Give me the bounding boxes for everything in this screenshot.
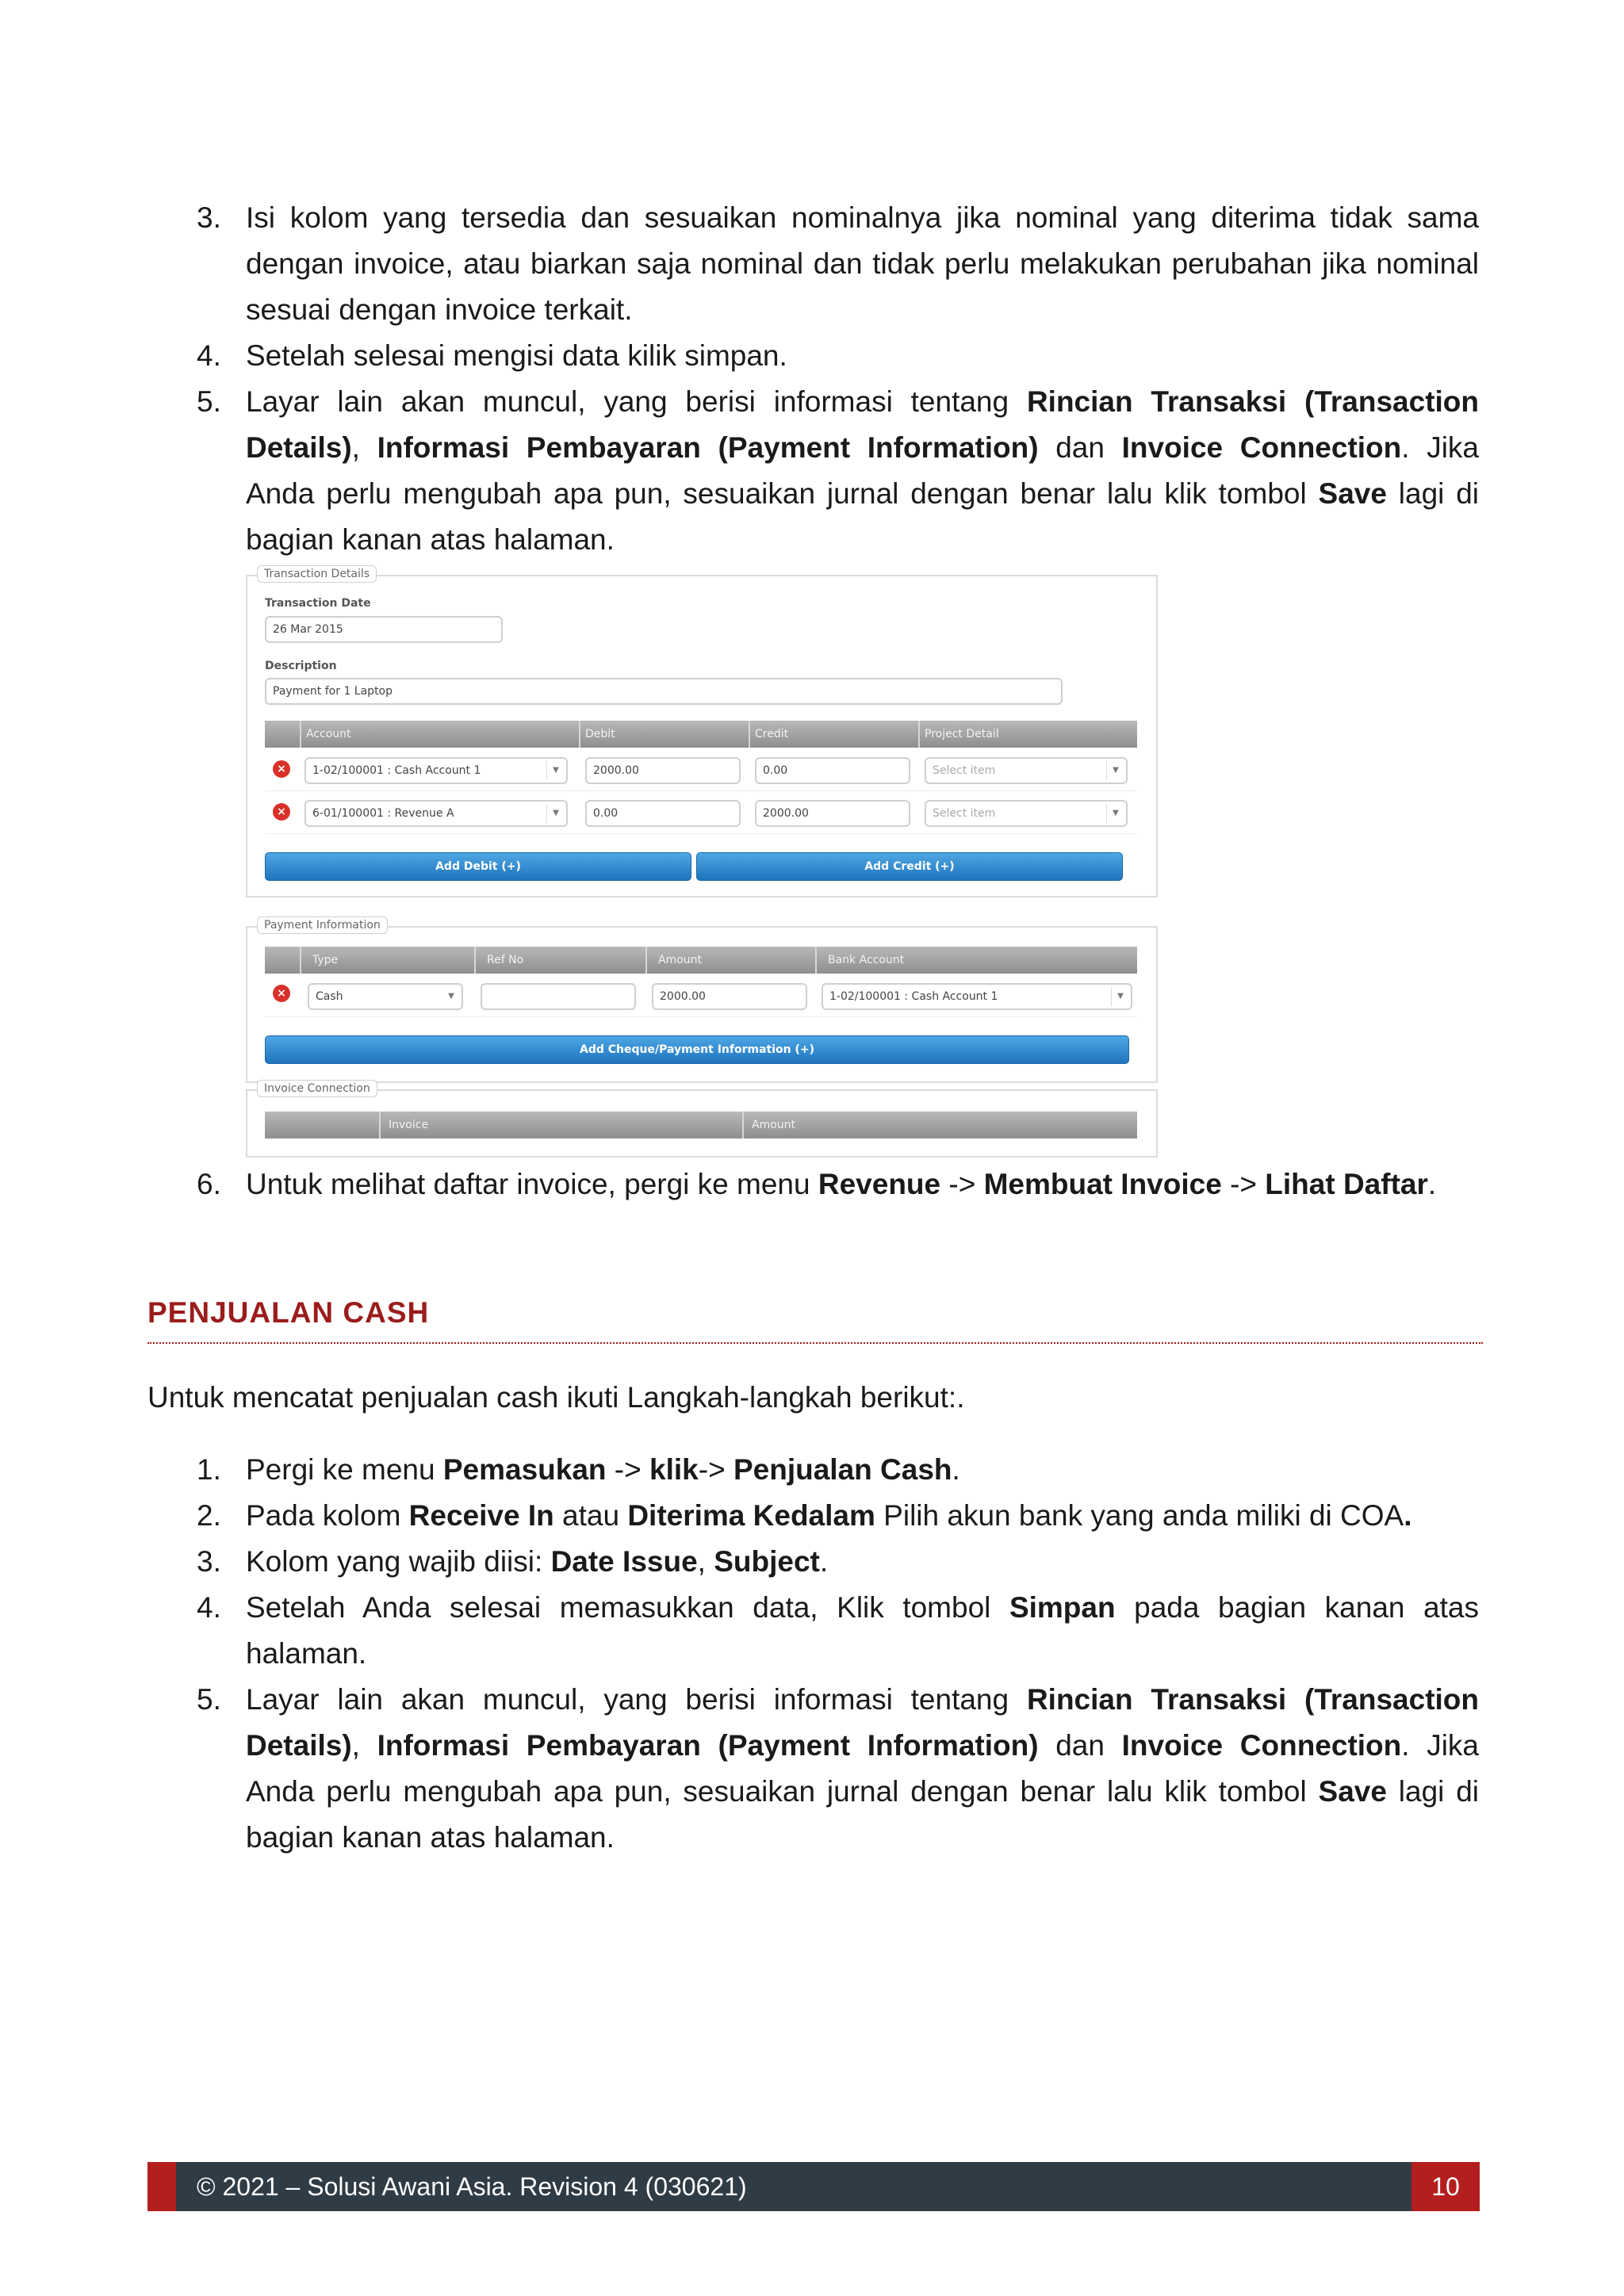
page-footer: [147, 2162, 1480, 2211]
bold-text: Pemasukan: [442, 1453, 607, 1486]
project-detail-select[interactable]: [925, 757, 1128, 784]
list-text: Setelah Anda selesai memasukkan data, Klik tombol: [246, 1591, 1009, 1624]
list-item: [197, 1161, 1479, 1207]
account-value: 1-02/100001 : Cash Account 1: [312, 764, 481, 777]
list-number: 4.: [197, 1591, 221, 1624]
list-item: [197, 1493, 1479, 1539]
invoice-connection-legend: Invoice Connection: [257, 1080, 377, 1097]
column-header-account: Account: [306, 728, 351, 740]
payment-information-panel: [246, 919, 1158, 1083]
bold-text: Rincian Transaksi (Transaction Details): [246, 1683, 1479, 1762]
transaction-details-panel: [246, 568, 1158, 897]
list-number: 2.: [197, 1499, 221, 1532]
list-number: 5.: [197, 1683, 221, 1716]
list-item: [197, 1539, 1479, 1585]
project-detail-select[interactable]: [925, 800, 1128, 827]
bold-text: Membuat Invoice: [983, 1168, 1222, 1200]
invoice-table-header: [265, 1112, 1137, 1138]
account-select[interactable]: [304, 800, 568, 827]
chevron-down-icon: ▼: [546, 761, 565, 780]
column-header-invoice: Invoice: [389, 1119, 429, 1131]
bold-text: Informasi Pembayaran (Payment Information): [377, 431, 1039, 464]
list-text: . Jika Anda perlu mengubah apa pun, sesuaikan jurnal dengan benar lalu klik tombol: [246, 431, 1480, 510]
instruction-list-cash: [197, 1447, 1480, 1861]
list-text: Pada kolom: [246, 1499, 409, 1532]
bank-account-select[interactable]: [822, 983, 1132, 1010]
section-heading: PENJUALAN CASH: [147, 1296, 430, 1329]
list-number: 3.: [197, 201, 221, 234]
bold-text: Invoice Connection: [1121, 431, 1402, 464]
add-credit-button[interactable]: Add Credit (+): [696, 852, 1123, 881]
invoice-connection-panel: [246, 1082, 1158, 1158]
list-item: [197, 1677, 1480, 1861]
column-header-amount: Amount: [658, 954, 703, 966]
ref-no-input[interactable]: [481, 983, 636, 1010]
payment-table-header: [265, 947, 1137, 974]
footer-accent: [147, 2162, 176, 2211]
list-text: Isi kolom yang tersedia dan sesuaikan nominalnya jika nominal yang diterima tidak sama dengan invoice, atau biarkan saja nominal dan tidak perlu melakukan perubahan jika nominal sesuai dengan invoice terkait.: [246, 201, 1479, 326]
payment-type-select[interactable]: [308, 983, 463, 1010]
instruction-list-top: [197, 195, 1480, 563]
list-item: [197, 1585, 1479, 1677]
list-text: pada bagian kanan atas halaman.: [246, 1591, 1479, 1670]
debit-input[interactable]: 0.00: [585, 800, 741, 827]
amount-input[interactable]: 2000.00: [652, 983, 807, 1010]
list-number: 3.: [197, 1545, 221, 1578]
chevron-down-icon: ▼: [1111, 987, 1129, 1006]
list-text: Setelah selesai mengisi data kilik simpan.: [246, 339, 787, 372]
transaction-date-label: Transaction Date: [265, 597, 371, 610]
project-detail-value: Select item: [933, 807, 996, 820]
list-text: ->: [606, 1453, 650, 1486]
list-text: dan: [1038, 431, 1122, 464]
description-input[interactable]: Payment for 1 Laptop: [265, 678, 1063, 705]
bold-text: .: [1404, 1499, 1412, 1532]
list-text: Untuk melihat daftar invoice, pergi ke menu: [246, 1168, 818, 1200]
list-text: Pergi ke menu: [246, 1453, 443, 1486]
list-item: [197, 195, 1479, 333]
transaction-details-legend: Transaction Details: [257, 565, 377, 583]
page-number: 10: [1411, 2162, 1480, 2211]
remove-icon[interactable]: ×: [273, 985, 290, 1002]
chevron-down-icon: ▼: [1106, 804, 1124, 823]
bold-text: Date Issue: [550, 1545, 698, 1578]
column-header-type: Type: [312, 954, 339, 966]
credit-input[interactable]: 2000.00: [755, 800, 910, 827]
chevron-down-icon: ▼: [448, 992, 454, 1001]
list-text: ->: [1221, 1168, 1266, 1200]
credit-input[interactable]: 0.00: [755, 757, 910, 784]
list-text: .: [819, 1545, 829, 1578]
list-text: ->: [698, 1453, 733, 1486]
list-text: Kolom yang wajib diisi:: [246, 1545, 551, 1578]
bold-text: Revenue: [818, 1168, 941, 1200]
column-header-ref-no: Ref No: [487, 954, 524, 966]
chevron-down-icon: ▼: [1106, 761, 1124, 780]
list-item: [197, 333, 1479, 379]
list-text: ,: [697, 1545, 714, 1578]
list-text: Pilih akun bank yang anda miliki di COA: [875, 1499, 1404, 1532]
list-item: [197, 1447, 1479, 1493]
list-number: 4.: [197, 339, 221, 372]
footer-copyright: © 2021 – Solusi Awani Asia. Revision 4 (030621): [197, 2172, 747, 2201]
bold-text: Subject: [714, 1545, 820, 1578]
chevron-down-icon: ▼: [546, 804, 565, 823]
column-header-amount: Amount: [752, 1119, 796, 1131]
bold-text: klik: [649, 1453, 699, 1486]
list-text: ,: [351, 431, 377, 464]
instruction-list-item6: [197, 1161, 1479, 1207]
section-intro: Untuk mencatat penjualan cash ikuti Langkah-langkah berikut:.: [147, 1381, 965, 1414]
list-number: 6.: [197, 1168, 221, 1200]
bold-text: Save: [1318, 1775, 1387, 1808]
bold-text: Informasi Pembayaran (Payment Information): [377, 1729, 1039, 1762]
list-number: 1.: [197, 1453, 221, 1486]
bold-text: Penjualan Cash: [733, 1453, 952, 1486]
list-text: . Jika Anda perlu mengubah apa pun, sesuaikan jurnal dengan benar lalu klik tombol: [246, 1729, 1480, 1808]
remove-icon[interactable]: ×: [273, 803, 290, 821]
bold-text: Save: [1318, 477, 1387, 510]
column-header-debit: Debit: [585, 728, 615, 740]
bold-text: Simpan: [1009, 1591, 1116, 1624]
list-text: lagi di bagian kanan atas halaman.: [246, 477, 1480, 556]
bold-text: Invoice Connection: [1121, 1729, 1402, 1762]
list-text: ->: [940, 1168, 984, 1200]
bold-text: Diterima Kedalam: [627, 1499, 875, 1532]
list-item: [197, 379, 1480, 563]
column-header-bank-account: Bank Account: [828, 954, 905, 966]
add-cheque-payment-button[interactable]: Add Cheque/Payment Information (+): [265, 1035, 1129, 1064]
bank-account-value: 1-02/100001 : Cash Account 1: [829, 990, 998, 1003]
account-value: 6-01/100001 : Revenue A: [312, 807, 454, 820]
list-text: dan: [1038, 1729, 1122, 1762]
bold-text: Receive In: [408, 1499, 554, 1532]
add-debit-button[interactable]: Add Debit (+): [265, 852, 691, 881]
bold-text: Rincian Transaksi (Transaction Details): [246, 385, 1479, 464]
list-text: Layar lain akan muncul, yang berisi informasi tentang: [246, 385, 1027, 418]
transaction-date-input[interactable]: 26 Mar 2015: [265, 616, 503, 643]
project-detail-value: Select item: [933, 764, 996, 777]
description-label: Description: [265, 660, 337, 672]
list-text: Layar lain akan muncul, yang berisi informasi tentang: [246, 1683, 1027, 1716]
remove-icon[interactable]: ×: [273, 760, 290, 778]
payment-type-value: Cash: [316, 990, 343, 1003]
debit-input[interactable]: 2000.00: [585, 757, 741, 784]
column-header-credit: Credit: [755, 728, 789, 740]
list-text: atau: [553, 1499, 628, 1532]
section-divider: [147, 1342, 1483, 1344]
list-number: 5.: [197, 385, 221, 418]
list-text: .: [952, 1453, 960, 1486]
payment-information-legend: Payment Information: [257, 916, 388, 934]
column-header-project-detail: Project Detail: [925, 728, 999, 740]
bold-text: Lihat Daftar: [1265, 1168, 1428, 1200]
list-text: .: [1427, 1168, 1437, 1200]
list-text: ,: [351, 1729, 377, 1762]
account-select[interactable]: [304, 757, 568, 784]
list-text: lagi di bagian kanan atas halaman.: [246, 1775, 1480, 1854]
journal-table-header: [265, 721, 1137, 748]
